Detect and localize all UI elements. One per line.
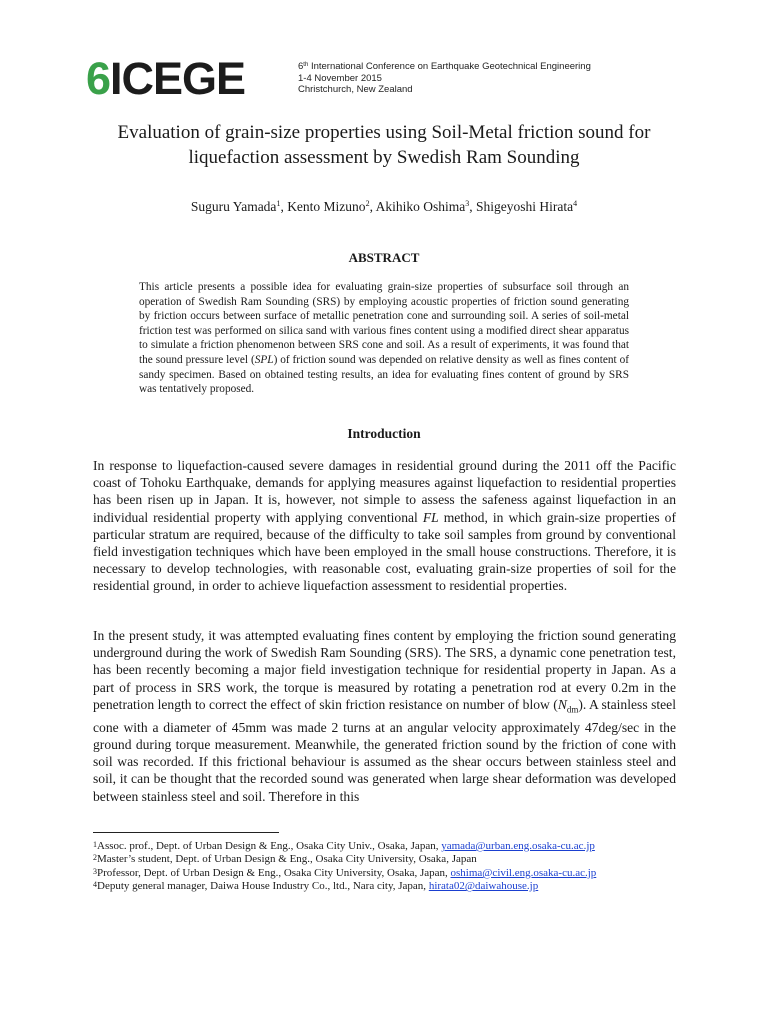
- abstract-text: This article presents a possible idea for evaluating grain-size properties of subsurface soil through an operation of Swedish Ram Sounding (SRS) by employing acoustic properties of friction sound generating by friction occurs between surface of metallic penetration cone and surrounding soil. A series of soil-metal friction test was performed on silica sand with various fines content using a modified direct shear apparatus to simulate a friction phenomenon between SRS cone and soil. As a result of experiments, it was found that the sound pressure level (SPL) of friction sound was depended on relative density as well as fines content of sandy specimen. Based on obtained testing results, an idea for evaluating fines content of ground by SRS was tentatively proposed.: [139, 281, 629, 396]
- footnotes: [93, 840, 676, 894]
- conference-place: Christchurch, New Zealand: [298, 84, 413, 95]
- email-link[interactable]: yamada@urban.eng.osaka-cu.ac.jp: [441, 840, 595, 852]
- author: Akihiko Oshima: [375, 199, 466, 214]
- footnote-4: $^4$Deputy general manager, Daiwa House Industry Co., ltd., Nara city, Japan, hirata02@daiwahouse.jp: [93, 880, 539, 893]
- footnote-3: $^3$Professor, Dept. of Urban Design & Eng., Osaka City University, Osaka, Japan, oshima@civil.eng.osaka-cu.ac.jp: [93, 866, 597, 879]
- author: Kento Mizuno: [287, 199, 366, 214]
- author: Shigeyoshi Hirata: [475, 199, 574, 214]
- footnote-divider: [93, 832, 279, 833]
- footnote-1: $^1$Assoc. prof., Dept. of Urban Design & Eng., Osaka City Univ., Osaka, Japan, yamada@urban.eng.osaka-cu.ac.jp: [93, 840, 595, 852]
- author: Suguru Yamada: [190, 199, 277, 214]
- footnote-2: $^2$Master’s student, Dept. of Urban Design & Eng., Osaka City University, Osaka, Japan: [93, 853, 477, 866]
- email-link[interactable]: hirata02@daiwahouse.jp: [428, 880, 539, 893]
- introduction-paragraph-1: In response to liquefaction-caused severe damages in residential ground during the 2011 off the Pacific coast of Tohoku Earthquake, demands for applying measures against liquefaction to residential properties has been risen up in Japan. It is, however, not simple to assess the safeness against liquefaction in an individual residential property with applying conventional FL method, in which grain-size properties of particular stratum are required, because of the difficulty to take soil samples from ground by conventional field investigation techniques which have been employed in the small house constructions. Therefore, it is necessary to develop technologies, with reasonable cost, evaluating grain-size properties of soil for the residential ground, in order to achieve liquefaction assessment to residential properties.: [93, 458, 676, 594]
- conference-dates: 1-4 November 2015: [298, 72, 382, 84]
- conference-info: [298, 61, 591, 96]
- conference-header: [86, 53, 686, 104]
- paper-title: Evaluation of grain-size properties using Soil-Metal friction sound for liquefaction assessment by Swedish Ram Sounding: [117, 122, 651, 168]
- conference-name: 6th International Conference on Earthquake Geotechnical Engineering: [298, 61, 591, 72]
- abstract-heading: ABSTRACT: [348, 250, 420, 265]
- email-link[interactable]: oshima@civil.eng.osaka-cu.ac.jp: [450, 866, 597, 879]
- introduction-heading: Introduction: [347, 426, 421, 441]
- author-list: Suguru Yamada$^1$, Kento Mizuno$^2$, Akihiko Oshima$^3$, Shigeyoshi Hirata$^4$: [190, 199, 578, 214]
- conference-logo: 6ICEGE: [86, 53, 246, 104]
- introduction-paragraph-2: In the present study, it was attempted evaluating fines content by employing the friction sound generating underground during the work of Swedish Ram Sounding (SRS). The SRS, a dynamic cone penetration test, has been recently becoming a major field investigation technique for residential property in Japan. As a part of process in SRS work, the torque is measured by rotating a penetration rod at every 0.2m in the penetration length to correct the effect of skin friction resistance on number of blow $(N_{dm})$. A stainless steel cone with a diameter of 45mm was made 2 turns at an angular velocity approximately 47deg/sec in the ground during torque measurement. Meanwhile, the generated friction sound by the friction of cone with soil was recorded. If this frictional behaviour is assumed as the shear occurs between stainless steel and soil, it can be thought that the recorded sound was generated when large shear deformation was developed between stainless steel and soil. Therefore in this: [93, 628, 676, 804]
